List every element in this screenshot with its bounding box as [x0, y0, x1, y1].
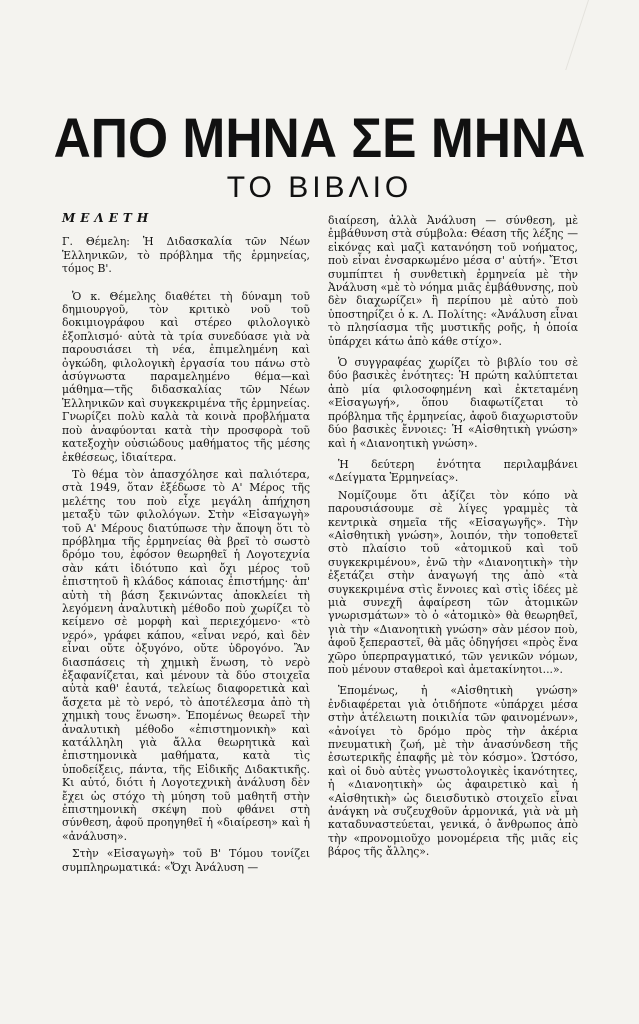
- paragraph: Στὴν «Εἰσαγωγὴ» τοῦ Β' Τόμου τονίζει συμπληρωματικά: «Ὄχι Ἀνάλυση —: [62, 847, 310, 874]
- paper-scuff: [565, 0, 639, 70]
- paragraph: Ἑπομένως, ἡ «Αἰσθητικὴ γνώση» ἐνδιαφέρεται γιὰ ὁτιδήποτε «ὑπάρχει μέσα στὴν ἀτέλειωτη ποικιλία τῶν φαινομένων», «ἀνοίγει τὸ δρόμο πρὸς τὴν ἀκέρια πνευματικὴ ζωή, μὲ τὴν ἀνασύνδεση τῆς ἐσωτερικῆς ἐπαφῆς μὲ τὸν κόσμο». Ὡστόσο, καὶ οἱ δυὸ αὐτὲς γνωστολογικὲς ἱκανότητες, ἡ «Διανοητικὴ» ὡς ἀφαιρετικὸ καὶ ἡ «Αἰσθητικὴ» ὡς διεισδυτικὸ στοιχεῖο εἶναι ἀνάγκη νὰ συζευχθοῦν ἁρμονικά, γιὰ νὰ μὴ καταδυναστεύεται, γενικά, ὁ ἄνθρωπος ἀπὸ τὴν «προνομιοῦχο μονομέρεια τῆς μιᾶς εἰς βάρος τῆς ἄλλης».: [328, 684, 578, 859]
- right-column: [328, 214, 578, 863]
- section-label: ΜΕΛΕΤΗ: [62, 211, 154, 225]
- book-citation: Γ. Θέμελη: Ἡ Διδασκαλία τῶν Νέων Ἑλληνικῶν, τὸ πρόβλημα τῆς ἑρμηνείας, τόμος Β'.: [62, 235, 310, 276]
- paragraph: Ἡ δεύτερη ἑνότητα περιλαμβάνει «Δείγματα Ἑρμηνείας».: [328, 457, 578, 485]
- section-subtitle: ΤΟ ΒΙΒΛΙΟ: [226, 171, 413, 204]
- paragraph: Ὁ συγγραφέας χωρίζει τὸ βιβλίο του σὲ δύο βασικὲς ἑνότητες: Ἡ πρώτη καλύπτεται ἀπὸ μία φιλοσοφημένη καὶ ἐκτεταμένη «Εἰσαγωγή», ὅπου διαφωτίζεται τὸ πρόβλημα τῆς ἑρμηνείας, ἀφοῦ διαχωριστοῦν δύο βασικὲς ἔννοιες: Ἡ «Αἰσθητικὴ γνώση» καὶ ἡ «Διανοητικὴ γνώση».: [328, 356, 578, 450]
- paragraph: Ὁ κ. Θέμελης διαθέτει τὴ δύναμη τοῦ δημιουργοῦ, τὸν κριτικὸ νοῦ τοῦ δοκιμιογράφου καὶ στέρεο φιλολογικὸ ἐξοπλισμό· αὐτὰ τὰ τρία συνεδύασε γιὰ νὰ παρουσιάσει τὴ νέα, ἐπιμελημένη καὶ ὀγκώδη, φιλολογικὴ ἐργασία του πάνω στὸ ἀσύγνωστα παραμελημένο θέμα—καὶ μάθημα—τῆς διδασκαλίας τῶν Νέων Ἑλληνικῶν καὶ συγκεκριμένα τῆς ἑρμηνείας. Γνωρίζει πολὺ καλὰ τὰ κοινὰ προβλήματα ποὺ ἀναφύονται κατὰ τὴν προσφορὰ τοῦ κατεξοχὴν οὐσιώδους μαθήματος τῆς μέσης ἐκθέσεως, ἰδιαίτερα.: [62, 289, 310, 464]
- paragraph: διαίρεση, ἀλλὰ Ἀνάλυση — σύνθεση, μὲ ἐμβάθυνση στὰ σύμβολα: Θέαση τῆς λέξης — εἰκόνας καὶ μαζὶ κατανόηση τοῦ νοήματος, ποὺ εἶναι ἐνσαρκωμένο μέσα σ' αὐτή». Ἔτσι συμπίπτει ἡ συνθετικὴ ἑρμηνεία μὲ τὴν Ἀνάλυση «μὲ τὸ νόημα μιᾶς ἐμβάθυνσης, ποὺ δὲν διαχωρίζει» ἢ περίπου μὲ αὐτὸ ποὺ ὑποστηρίζει ὁ κ. Λ. Πολίτης: «Ἀνάλυση εἶναι τὸ πλησίασμα τῆς μυστικῆς ροῆς, ἡ ὁποία ὑπάρχει κάτω ἀπὸ κάθε στίχο».: [328, 214, 578, 348]
- paragraph: Νομίζουμε ὅτι ἀξίζει τὸν κόπο νὰ παρουσιάσουμε σὲ λίγες γραμμὲς τὰ κεντρικὰ σημεῖα τῆς «Εἰσαγωγῆς». Τὴν «Αἰσθητικὴ γνώση», λοιπόν, τὴν τοποθετεῖ στὸ πλαίσιο τοῦ «ἀτομικοῦ καὶ τοῦ συγκεκριμένου», ἐνῶ τὴν «Διανοητικὴ» τὴν ἐξετάζει στὴν ἀναγωγή της ἀπὸ «τὰ συγκεκριμένα στὶς ἔννοιες καὶ στὶς ἰδέες μὲ μιὰ συνεχῆ ἀφαίρεση τῶν ἀτομικῶν γνωρισμάτων» τὸ ὁ «ἀτομικὸ» θὰ θεωρηθεῖ, γιὰ τὴν «Διανοητικὴ γνώση» σὰν μέσον ποὺ, ἀφοῦ ξεπεραστεῖ, θὰ μᾶς ὁδηγήσει «πρὸς ἕνα χῶρο ὑπερπραγματικό, τῶν γενικῶν νόμων, ποὺ μένουν σταθεροὶ καὶ ἀμετακίνητοι...».: [328, 488, 578, 676]
- masthead-title: ΑΠΟ ΜΗΝΑ ΣΕ ΜΗΝΑ: [53, 106, 586, 169]
- paragraph: Τὸ θέμα τὸν ἀπασχόλησε καὶ παλιότερα, στὰ 1949, ὅταν ἐξέδωσε τὸ Α' Μέρος τῆς μελέτης του ποὺ εἶχε μεγάλη ἀπήχηση μεταξὺ τῶν φιλολόγων. Στὴν «Εἰσαγωγὴ» τοῦ Α' Μέρους διατύπωσε τὴν ἄποψη ὅτι τὸ πρόβλημα τῆς ἑρμηνείας θὰ βρεῖ τὸ σωστὸ δρόμο του, ἐφόσον θεωρηθεῖ ἡ Λογοτεχνία σὰν κάτι ἰδιότυπο καὶ ὄχι μέρος τοῦ ἐπιστητοῦ ἢ κλάδος κάποιας ἐπιστήμης· ἀπ' αὐτὴ τὴ βάση ξεκινώντας ἀποκλείει τὴ λεγόμενη ἀναλυτικὴ μέθοδο ποὺ χωρίζει τὸ κείμενο σὲ μορφὴ καὶ περιεχόμενο· «τὸ νερό», γράφει κάπου, «εἶναι νερό, καὶ δὲν εἶναι οὔτε ὀξυγόνο, οὔτε ὑδρογόνο. Ἂν διασπάσεις τὴ χημικὴ ἕνωση, τὸ νερὸ ἐξαφανίζεται, καὶ μένουν τὰ δύο στοιχεῖα αὐτὰ καθ' ἑαυτά, τελείως διαφορετικὰ καὶ ἄσχετα μὲ τὸ νερό, τὸ ἀποτέλεσμα ἀπὸ τὴ χημικὴ τους ἕνωση». Ἑπομένως θεωρεῖ τὴν ἀναλυτικὴ μέθοδο «ἐπιστημονικὴ» καὶ κατάλληλη γιὰ ἄλλα θεωρητικὰ καὶ ἐπιστημονικὰ μαθήματα, κατὰ τὶς ὑποδείξεις, πάντα, τῆς Εἰδικῆς Διδακτικῆς. Κι αὐτό, διότι ἡ Λογοτεχνικὴ ἀνάλυση δὲν ἔχει ὡς στόχο τὴ μύηση τοῦ μαθητῆ στὴν ἐπιστημονικὴ σκέψη ποὺ φθάνει στὴ σύνθεση, ἀφοῦ προηγηθεῖ ἡ «διαίρεση» καὶ ἡ «ἀνάλυση».: [62, 467, 310, 843]
- left-column: [62, 212, 310, 878]
